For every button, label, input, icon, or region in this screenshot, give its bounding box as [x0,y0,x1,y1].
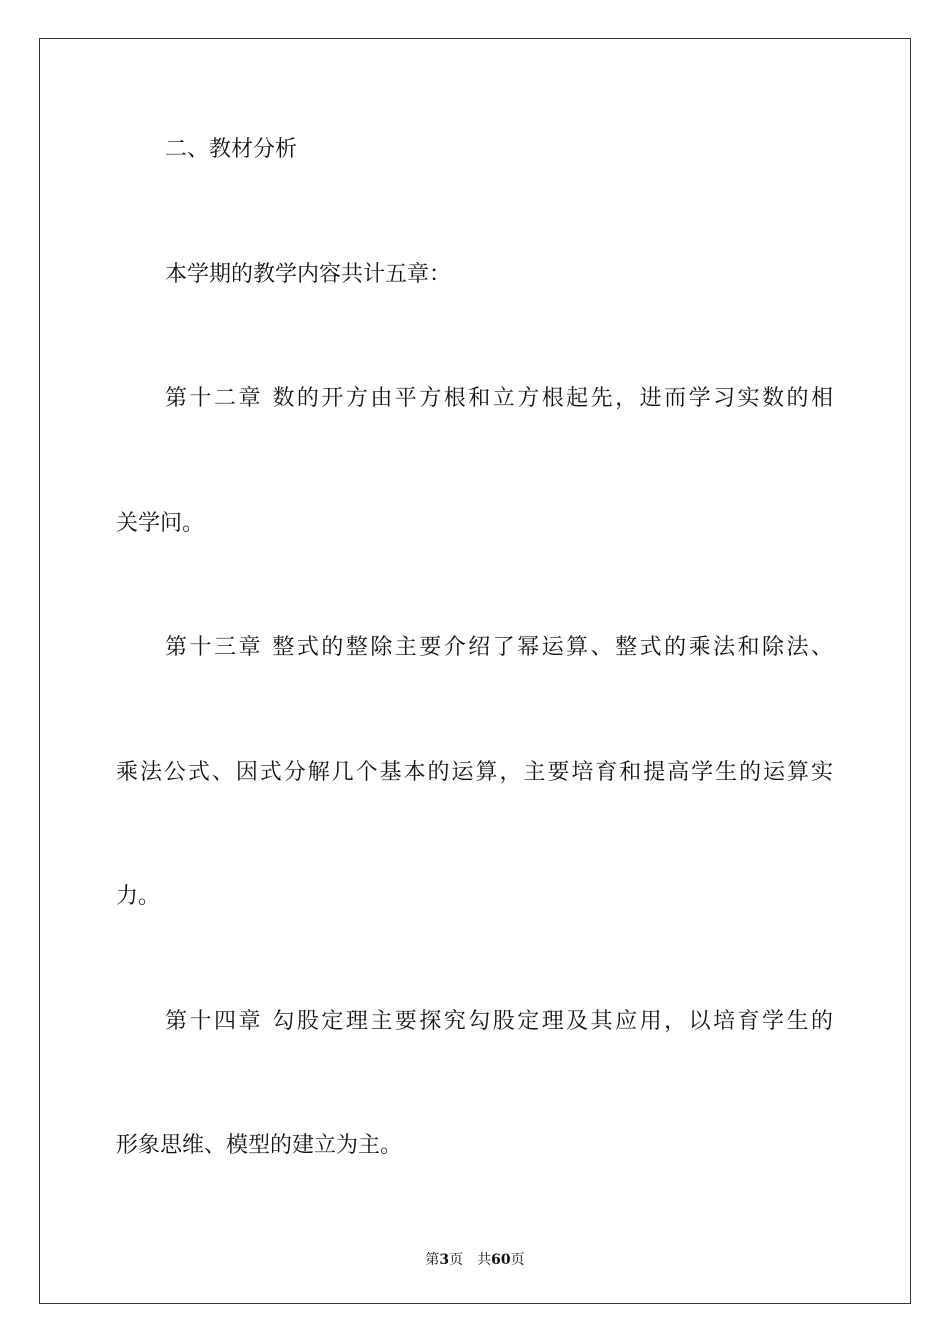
section-heading: 二、教材分析 [165,137,298,162]
chapter14-line2: 形象思维、模型的建立为主。 [116,1133,403,1158]
total-pages: 60 [491,1252,511,1268]
chapter12-line2: 关学问。 [116,511,205,536]
total-prefix: 共 [477,1252,492,1268]
intro-paragraph: 本学期的教学内容共计五章： [165,262,452,287]
chapter12-line1: 第十二章 数的开方由平方根和立方根起先，进而学习实数的相 [165,386,833,411]
chapter13-line3: 力。 [116,884,161,909]
page-footer [0,1249,950,1269]
chapter14-line1: 第十四章 勾股定理主要探究勾股定理及其应用，以培育学生的 [165,1009,833,1034]
page-prefix: 第 [425,1252,440,1268]
page-number: 3 [439,1252,450,1268]
page-frame [39,38,911,1304]
chapter13-line1: 第十三章 整式的整除主要介绍了幂运算、整式的乘法和除法、 [165,635,833,660]
chapter13-line2: 乘法公式、因式分解几个基本的运算，主要培育和提高学生的运算实 [116,760,833,785]
page-suffix: 页 [449,1252,464,1268]
total-suffix: 页 [510,1252,525,1268]
